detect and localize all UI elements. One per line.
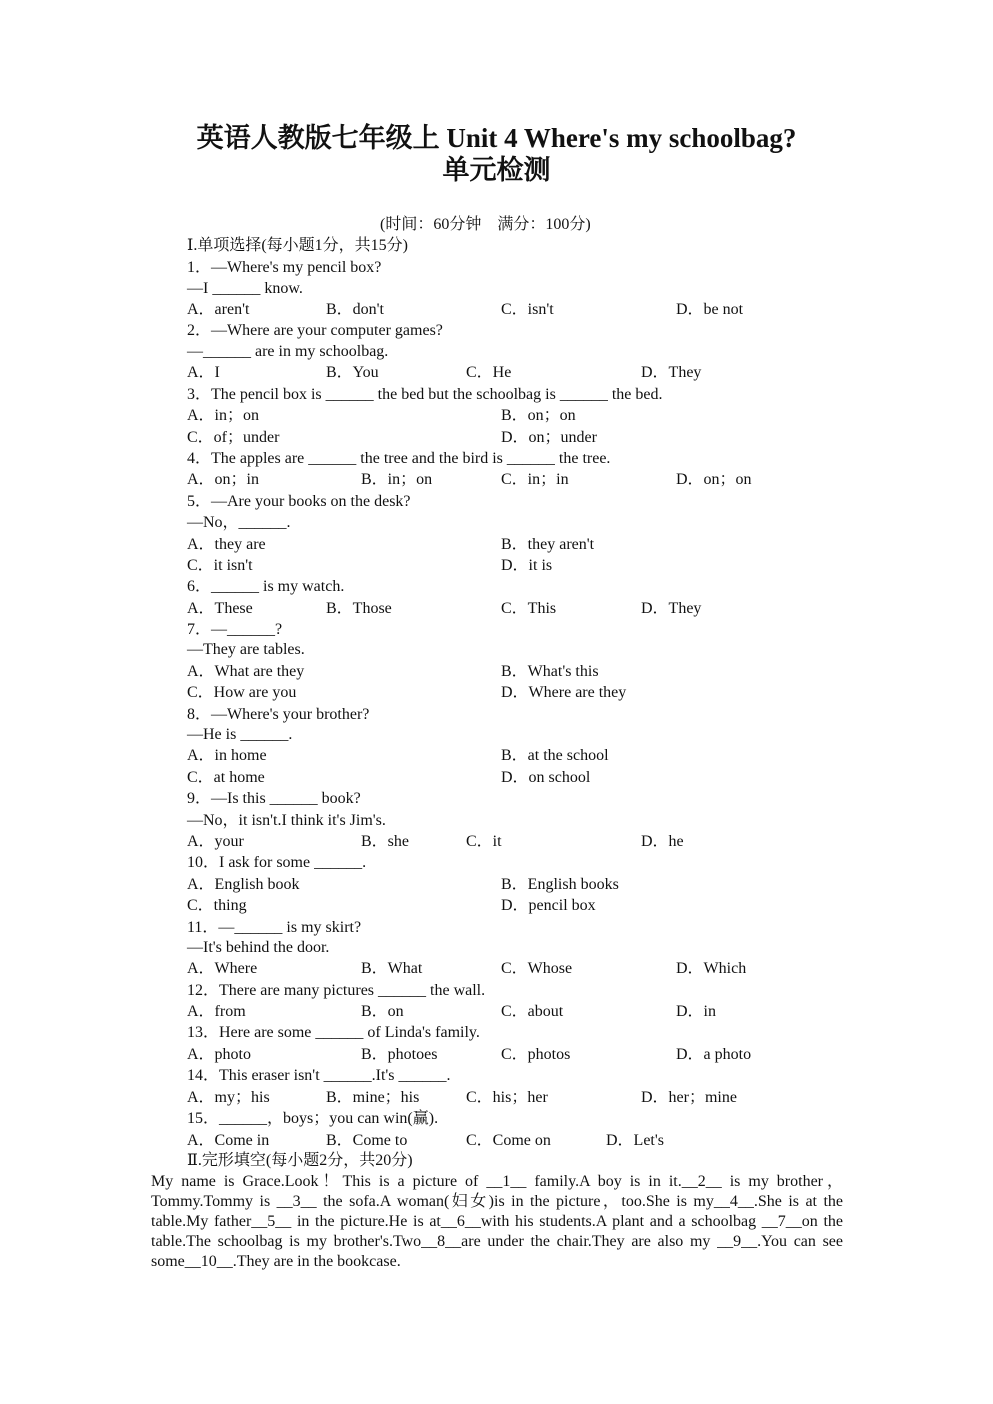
answer-option[interactable]: A．What are they (187, 663, 305, 680)
answer-option[interactable]: B．on (361, 1003, 404, 1020)
exam-meta: (时间：60分钟 满分：100分) (380, 216, 591, 233)
answer-option[interactable]: A．Where (187, 960, 258, 977)
answer-option[interactable]: D．They (641, 600, 702, 617)
answer-option[interactable]: D．a photo (676, 1046, 752, 1063)
question-response-line: —I ______ know. (187, 280, 303, 297)
question-response-line: —It's behind the door. (187, 939, 330, 956)
answer-option[interactable]: D．he (641, 833, 684, 850)
answer-option[interactable]: C．about (501, 1003, 564, 1020)
answer-option[interactable]: D．it is (501, 557, 553, 574)
answer-option[interactable]: A．on；in (187, 471, 260, 488)
answer-option[interactable]: B．photoes (361, 1046, 438, 1063)
question-stem: 11．—______ is my skirt? (187, 919, 362, 936)
answer-option[interactable]: A．aren't (187, 301, 250, 318)
answer-option[interactable]: A．in home (187, 747, 267, 764)
question-stem: 4．The apples are ______ the tree and the bird is ______ the tree. (187, 450, 611, 467)
answer-option[interactable]: C．isn't (501, 301, 554, 318)
question-stem: 14．This eraser isn't ______.It's ______. (187, 1067, 451, 1084)
answer-option[interactable]: D．pencil box (501, 897, 596, 914)
question-stem: 3．The pencil box is ______ the bed but the schoolbag is ______ the bed. (187, 386, 663, 403)
answer-option[interactable]: A．in；on (187, 407, 260, 424)
answer-option[interactable]: D．be not (676, 301, 744, 318)
answer-option[interactable]: A．my；his (187, 1089, 270, 1106)
answer-option[interactable]: B．What's this (501, 663, 599, 680)
answer-option[interactable]: A．English book (187, 876, 300, 893)
answer-option[interactable]: C．He (466, 364, 512, 381)
question-stem: 13．Here are some ______ of Linda's family. (187, 1024, 480, 1041)
answer-option[interactable]: B．she (361, 833, 410, 850)
answer-option[interactable]: B．on；on (501, 407, 576, 424)
question-stem: 6．______ is my watch. (187, 578, 345, 595)
answer-option[interactable]: A．I (187, 364, 220, 381)
answer-option[interactable]: B．You (326, 364, 379, 381)
answer-option[interactable]: D．They (641, 364, 702, 381)
answer-option[interactable]: A．they are (187, 536, 266, 553)
question-stem: 2．—Where are your computer games? (187, 322, 443, 339)
answer-option[interactable]: C．thing (187, 897, 247, 914)
answer-option[interactable]: B．at the school (501, 747, 609, 764)
question-response-line: —No，______. (187, 514, 291, 531)
answer-option[interactable]: D．her；mine (641, 1089, 737, 1106)
answer-option[interactable]: A．These (187, 600, 253, 617)
cloze-passage: My name is Grace.Look！This is a picture of __1__ family.A boy is in it.__2__ is my brother，Tommy.Tommy is __3__ the sofa.A woman(妇女)is in the picture，too.She is my__4__.She is at the table.My father__5__ in the picture.He is at__6__with his students.A plant and a schoolbag __7__on the table.The schoolbag is my brother's.Two__8__are under the chair.They are also my __9__.You can see some__10__.They are in the bookcase. (151, 1173, 844, 1270)
answer-option[interactable]: C．This (501, 600, 557, 617)
question-response-line: —______ are in my schoolbag. (187, 343, 389, 360)
answer-option[interactable]: D．on school (501, 769, 591, 786)
answer-option[interactable]: B．Those (326, 600, 392, 617)
answer-option[interactable]: C．photos (501, 1046, 571, 1063)
answer-option[interactable]: D．in (676, 1003, 717, 1020)
answer-option[interactable]: B．they aren't (501, 536, 595, 553)
answer-option[interactable]: B．mine；his (326, 1089, 420, 1106)
question-stem: 7．—______? (187, 621, 283, 638)
answer-option[interactable]: C．Come on (466, 1132, 551, 1149)
answer-option[interactable]: D．on；under (501, 429, 597, 446)
question-stem: 12．There are many pictures ______ the wall. (187, 982, 486, 999)
answer-option[interactable]: B．What (361, 960, 423, 977)
answer-option[interactable]: D．on；on (676, 471, 752, 488)
question-stem: 9．—Is this ______ book? (187, 790, 361, 807)
question-stem: 8．—Where's your brother? (187, 706, 370, 723)
answer-option[interactable]: C．his；her (466, 1089, 548, 1106)
answer-option[interactable]: C．How are you (187, 684, 297, 701)
answer-option[interactable]: B．English books (501, 876, 619, 893)
answer-option[interactable]: D．Let's (606, 1132, 664, 1149)
answer-option[interactable]: C．at home (187, 769, 265, 786)
question-stem: 1．—Where's my pencil box? (187, 259, 382, 276)
question-response-line: —They are tables. (187, 641, 305, 658)
section1-heading: Ⅰ.单项选择(每小题1分，共15分) (187, 237, 408, 254)
question-stem: 10．I ask for some ______. (187, 854, 367, 871)
section2-heading: Ⅱ.完形填空(每小题2分，共20分) (187, 1152, 413, 1169)
answer-option[interactable]: A．from (187, 1003, 246, 1020)
answer-option[interactable]: B．in；on (361, 471, 433, 488)
answer-option[interactable]: A．your (187, 833, 244, 850)
answer-option[interactable]: C．of；under (187, 429, 280, 446)
answer-option[interactable]: C．in；in (501, 471, 569, 488)
answer-option[interactable]: D．Which (676, 960, 747, 977)
answer-option[interactable]: A．Come in (187, 1132, 270, 1149)
answer-option[interactable]: C．Whose (501, 960, 573, 977)
answer-option[interactable]: C．it isn't (187, 557, 253, 574)
question-response-line: —No，it isn't.I think it's Jim's. (187, 812, 386, 829)
question-stem: 5．—Are your books on the desk? (187, 493, 411, 510)
answer-option[interactable]: B．Come to (326, 1132, 408, 1149)
answer-option[interactable]: D．Where are they (501, 684, 627, 701)
question-stem: 15．______，boys；you can win(赢). (187, 1110, 439, 1127)
answer-option[interactable]: C．it (466, 833, 502, 850)
page-title: 英语人教版七年级上 Unit 4 Where's my schoolbag? (196, 123, 797, 153)
page-subtitle: 单元检测 (442, 155, 551, 185)
answer-option[interactable]: B．don't (326, 301, 385, 318)
answer-option[interactable]: A．photo (187, 1046, 252, 1063)
question-response-line: —He is ______. (187, 726, 293, 743)
